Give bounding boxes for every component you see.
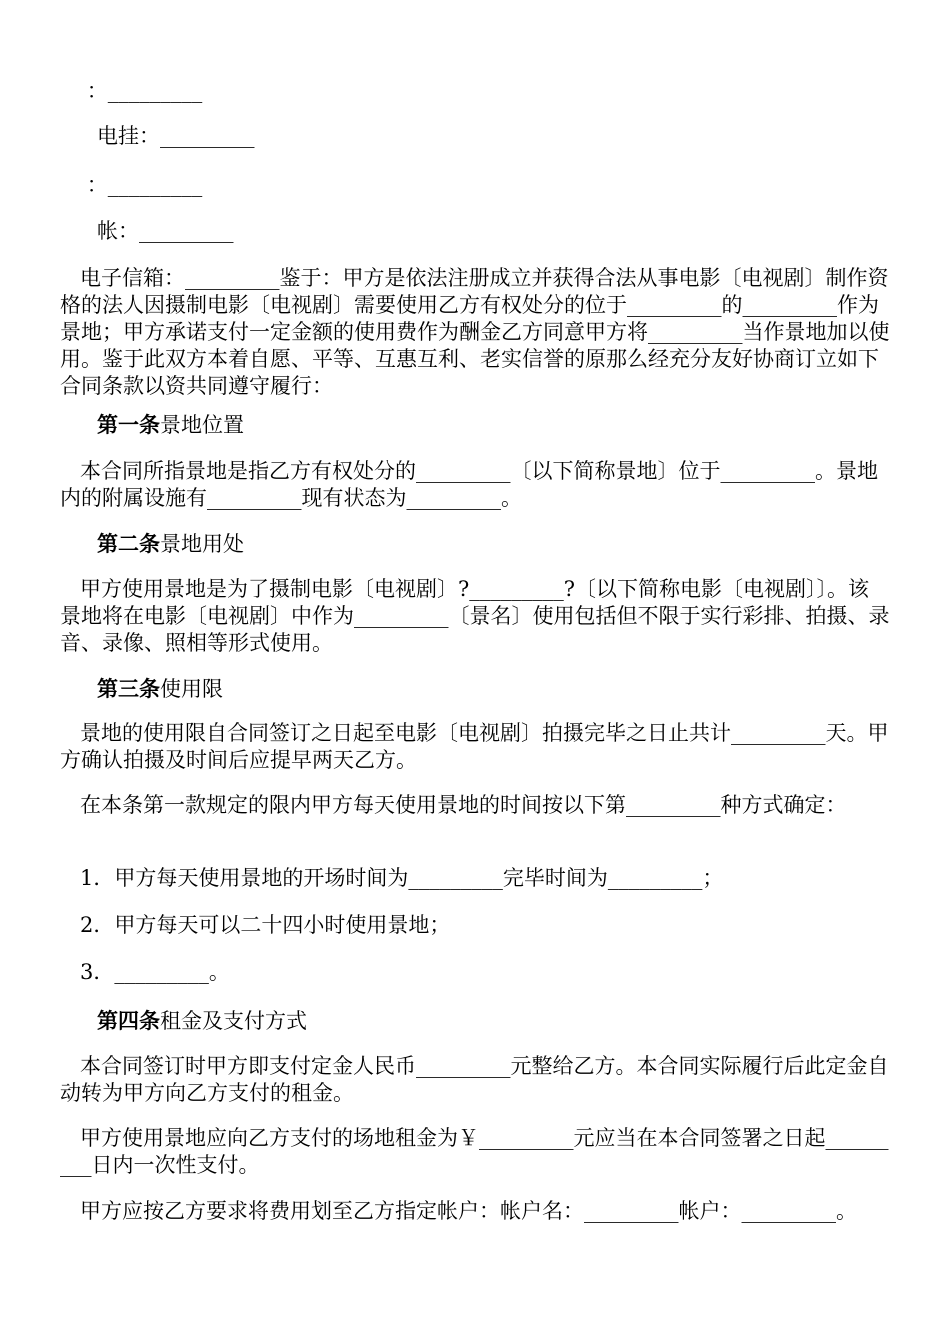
field-line-account: 帐：_________: [97, 219, 234, 243]
article-1-number: 第一条: [97, 412, 160, 437]
article-3-paragraph-1: 景地的使用限自合同签订之日起至电影〔电视剧〕拍摄完毕之日止共计_________天。甲方确认拍摄及时间后应提早两天乙方。: [60, 721, 889, 772]
preamble-paragraph: 电子信箱：_________鉴于：甲方是依法注册成立并获得合法从事电影〔电视剧〕制作资格的法人因摄制电影〔电视剧〕需要使用乙方有权处分的位于_________的_________作为景地；甲方承诺支付一定金额的使用费作为酬金乙方同意甲方将_________当作景地加以使用。鉴于此双方本着自愿、平等、互惠互利、老实信誉的原那么经充分友好协商订立如下合同条款以资共同遵守履行：: [60, 266, 890, 398]
article-4-paragraph-1: 本合同签订时甲方即支付定金人民币_________元整给乙方。本合同实际履行后此定金自动转为甲方向乙方支付的租金。: [60, 1054, 889, 1105]
article-3-item-2: 2．甲方每天可以二十四小时使用景地；: [60, 913, 451, 937]
article-3-heading: [97, 675, 223, 703]
article-3-item-3: 3．_________。: [60, 960, 230, 984]
field-line-3: ：_________: [60, 173, 203, 197]
article-4-heading: [97, 1007, 307, 1035]
article-1-title: 景地位置: [160, 413, 244, 437]
article-2-number: 第二条: [97, 531, 160, 556]
article-4-paragraph-2: 甲方使用景地应向乙方支付的场地租金为￥_________元应当在本合同签署之日起_________日内一次性支付。: [60, 1126, 889, 1177]
article-3-item-1: 1．甲方每天使用景地的开场时间为_________完毕时间为_________；: [60, 866, 724, 890]
field-line-telegraph: 电挂：_________: [97, 124, 255, 148]
article-4-paragraph-3: 甲方应按乙方要求将费用划至乙方指定帐户：帐户名：_________帐户：_________。: [60, 1199, 858, 1223]
article-4-number: 第四条: [97, 1008, 160, 1033]
article-3-title: 使用限: [160, 677, 223, 701]
article-4-title: 租金及支付方式: [160, 1009, 307, 1033]
article-2-heading: [97, 530, 244, 558]
article-2-paragraph: 甲方使用景地是为了摄制电影〔电视剧〕?_________?〔以下简称电影〔电视剧〕〕。该景地将在电影〔电视剧〕中作为_________〔景名〕使用包括但不限于实行彩排、拍摄、录音、录像、照相等形式使用。: [60, 577, 890, 655]
article-1-paragraph: 本合同所指景地是指乙方有权处分的_________〔以下简称景地〕位于_________。景地内的附属设施有_________现有状态为_________。: [60, 459, 879, 510]
article-3-paragraph-2: 在本条第一款规定的限内甲方每天使用景地的时间按以下第_________种方式确定：: [60, 793, 847, 817]
article-3-number: 第三条: [97, 676, 160, 701]
article-1-heading: [97, 411, 244, 439]
field-line-1: ：_________: [60, 79, 203, 103]
article-2-title: 景地用处: [160, 532, 244, 556]
